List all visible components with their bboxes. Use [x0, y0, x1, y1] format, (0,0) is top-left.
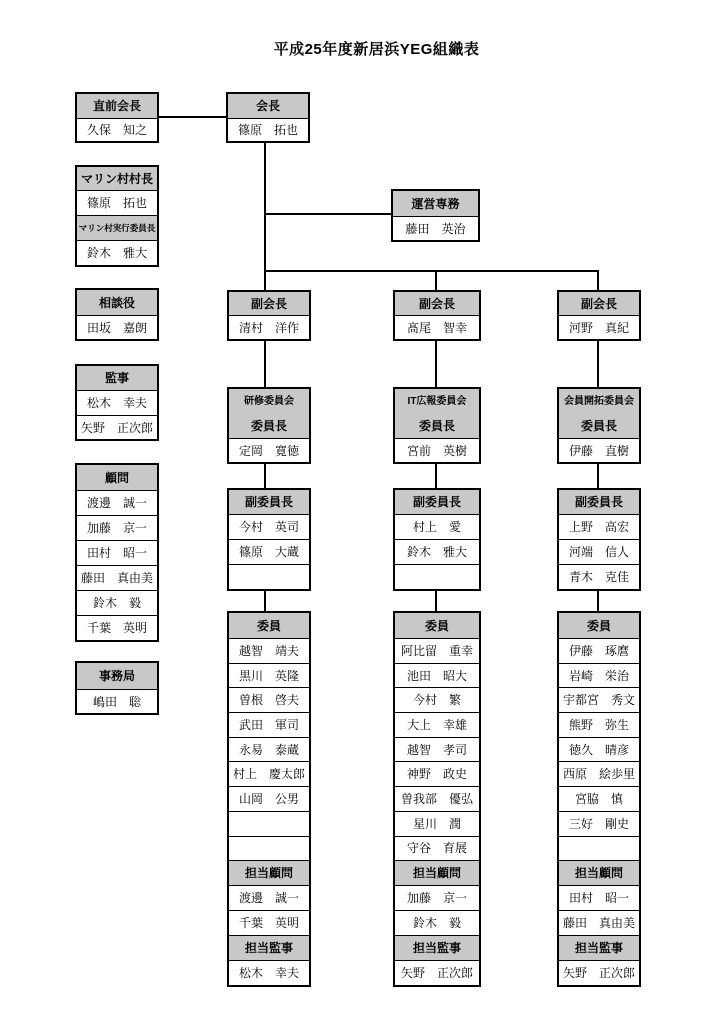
- members-3-member-row: 徳久 晴彦: [559, 737, 639, 762]
- connector-line: [264, 270, 598, 272]
- members-2-head-row: 委員: [395, 613, 479, 638]
- president-box: [226, 92, 310, 143]
- connector-line: [264, 213, 391, 215]
- connector-line: [435, 463, 437, 489]
- vice-president-3-head-row: 副会長: [559, 292, 639, 315]
- connector-line: [597, 589, 599, 612]
- members-1-member-row: 千葉 英明: [229, 910, 309, 935]
- marine-village-member-row: 鈴木 雅大: [77, 240, 157, 265]
- members-1-member-row: 村上 慶太郎: [229, 761, 309, 786]
- members-3-member-row: 伊藤 琢麿: [559, 638, 639, 663]
- vice-president-2-head-row: 副会長: [395, 292, 479, 315]
- vice-chairs-1-head-row: 副委員長: [229, 490, 309, 514]
- members-2-head-row: 担当顧問: [395, 860, 479, 885]
- connector-line: [597, 463, 599, 489]
- members-1-member-row: 武田 軍司: [229, 712, 309, 737]
- training-committee-head-row: 委員長: [229, 414, 309, 438]
- vice-president-2-member-row: 髙尾 智幸: [395, 315, 479, 339]
- connector-line: [435, 340, 437, 388]
- counselor-head-row: 相談役: [77, 290, 157, 315]
- members-2-member-row: 鈴木 毅: [395, 910, 479, 935]
- members-2-member-row: 阿比留 重幸: [395, 638, 479, 663]
- auditors-member-row: 矢野 正次郎: [77, 415, 157, 439]
- connector-line: [264, 589, 266, 612]
- vice-chairs-1-member-row: 今村 英司: [229, 514, 309, 539]
- vice-chairs-3-member-row: 青木 克佳: [559, 564, 639, 589]
- marine-village-head-row: マリン村村長: [77, 167, 157, 190]
- marine-village-member-row: 篠原 拓也: [77, 190, 157, 215]
- vice-chairs-2-member-row: [395, 564, 479, 589]
- members-1-member-row: 渡邊 誠一: [229, 885, 309, 910]
- vice-chairs-1-member-row: 篠原 大蔵: [229, 539, 309, 564]
- advisors-member-row: 藤田 真由美: [77, 565, 157, 590]
- members-3-member-row: 宇都宮 秀文: [559, 687, 639, 712]
- immediate-past-president-member-row: 久保 知之: [77, 118, 157, 141]
- it-pr-committee-box: [393, 387, 481, 464]
- immediate-past-president-head-row: 直前会長: [77, 94, 157, 118]
- training-committee-member-row: 定岡 寛徳: [229, 438, 309, 462]
- connector-line: [597, 340, 599, 388]
- members-2-box: [393, 611, 481, 987]
- members-2-member-row: 星川 潤: [395, 811, 479, 836]
- vice-chairs-3-member-row: 上野 高宏: [559, 514, 639, 539]
- training-committee-box: [227, 387, 311, 464]
- members-1-box: [227, 611, 311, 987]
- members-1-member-row: 越智 靖夫: [229, 638, 309, 663]
- members-2-member-row: 守谷 育展: [395, 836, 479, 861]
- vice-chairs-3-head-row: 副委員長: [559, 490, 639, 514]
- managing-director-box: [391, 189, 480, 242]
- members-1-member-row: 松木 幸夫: [229, 960, 309, 985]
- members-3-box: [557, 611, 641, 987]
- training-committee-cname-row: 研修委員会: [229, 389, 309, 414]
- advisors-member-row: 渡邊 誠一: [77, 490, 157, 515]
- members-1-member-row: 永易 泰蔵: [229, 737, 309, 762]
- auditors-head-row: 監事: [77, 366, 157, 390]
- members-1-member-row: 黒川 英隆: [229, 663, 309, 688]
- it-pr-committee-cname-row: IT広報委員会: [395, 389, 479, 414]
- secretariat-head-row: 事務局: [77, 663, 157, 689]
- vice-chairs-3-box: [557, 488, 641, 591]
- vice-president-3-box: [557, 290, 641, 341]
- advisors-box: [75, 463, 159, 642]
- members-1-head-row: 担当監事: [229, 935, 309, 960]
- members-1-member-row: [229, 836, 309, 861]
- connector-line: [435, 589, 437, 612]
- president-head-row: 会長: [228, 94, 308, 118]
- page-title: 平成25年度新居浜YEG組織表: [273, 41, 480, 58]
- members-2-head-row: 担当監事: [395, 935, 479, 960]
- secretariat-member-row: 嶋田 聡: [77, 689, 157, 713]
- members-2-member-row: 大上 幸雄: [395, 712, 479, 737]
- advisors-member-row: 千葉 英明: [77, 615, 157, 640]
- members-1-head-row: 委員: [229, 613, 309, 638]
- members-2-member-row: 神野 政史: [395, 761, 479, 786]
- members-3-head-row: 担当顧問: [559, 860, 639, 885]
- vice-president-1-box: [227, 290, 311, 341]
- members-3-member-row: 矢野 正次郎: [559, 960, 639, 985]
- secretariat-box: [75, 661, 159, 715]
- members-2-member-row: 加藤 京一: [395, 885, 479, 910]
- connector-line: [435, 270, 437, 291]
- members-2-member-row: 矢野 正次郎: [395, 960, 479, 985]
- connector-line: [597, 270, 599, 291]
- members-3-member-row: 藤田 真由美: [559, 910, 639, 935]
- president-member-row: 篠原 拓也: [228, 118, 308, 141]
- members-1-head-row: 担当顧問: [229, 860, 309, 885]
- vice-chairs-2-head-row: 副委員長: [395, 490, 479, 514]
- connector-line: [264, 340, 266, 388]
- vice-president-1-head-row: 副会長: [229, 292, 309, 315]
- it-pr-committee-member-row: 宮前 英樹: [395, 438, 479, 462]
- marine-village-box: [75, 165, 159, 267]
- advisors-head-row: 顧問: [77, 465, 157, 490]
- members-2-member-row: 池田 昭大: [395, 663, 479, 688]
- vice-chairs-2-box: [393, 488, 481, 591]
- members-3-member-row: 岩崎 栄治: [559, 663, 639, 688]
- vice-president-1-member-row: 清村 洋作: [229, 315, 309, 339]
- members-3-member-row: 西原 絵歩里: [559, 761, 639, 786]
- immediate-past-president-box: [75, 92, 159, 143]
- vice-president-3-member-row: 河野 真紀: [559, 315, 639, 339]
- membership-committee-box: [557, 387, 641, 464]
- vice-chairs-2-member-row: 村上 愛: [395, 514, 479, 539]
- managing-director-member-row: 藤田 英治: [393, 216, 478, 240]
- advisors-member-row: 鈴木 毅: [77, 590, 157, 615]
- members-2-member-row: 越智 孝司: [395, 737, 479, 762]
- counselor-member-row: 田坂 嘉朗: [77, 315, 157, 339]
- members-3-member-row: 三好 剛史: [559, 811, 639, 836]
- vice-chairs-3-member-row: 河端 信人: [559, 539, 639, 564]
- managing-director-head-row: 運営専務: [393, 191, 478, 216]
- members-3-head-row: 担当監事: [559, 935, 639, 960]
- vice-chairs-1-member-row: [229, 564, 309, 589]
- members-1-member-row: [229, 811, 309, 836]
- connector-line: [155, 116, 227, 118]
- auditors-member-row: 松木 幸夫: [77, 390, 157, 415]
- advisors-member-row: 加藤 京一: [77, 515, 157, 540]
- members-3-head-row: 委員: [559, 613, 639, 638]
- members-1-member-row: 山岡 公男: [229, 786, 309, 811]
- membership-committee-head-row: 委員長: [559, 414, 639, 438]
- membership-committee-member-row: 伊藤 直樹: [559, 438, 639, 462]
- vice-chairs-1-box: [227, 488, 311, 591]
- members-3-member-row: 宮脇 慎: [559, 786, 639, 811]
- vice-president-2-box: [393, 290, 481, 341]
- membership-committee-cname-row: 会員開拓委員会: [559, 389, 639, 414]
- members-1-member-row: 曽根 啓夫: [229, 687, 309, 712]
- it-pr-committee-head-row: 委員長: [395, 414, 479, 438]
- counselor-box: [75, 288, 159, 341]
- advisors-member-row: 田村 昭一: [77, 540, 157, 565]
- auditors-box: [75, 364, 159, 441]
- connector-line: [264, 463, 266, 489]
- marine-village-sub-row: マリン村実行委員長: [77, 215, 157, 240]
- vice-chairs-2-member-row: 鈴木 雅大: [395, 539, 479, 564]
- members-3-member-row: 田村 昭一: [559, 885, 639, 910]
- members-2-member-row: 曽我部 優弘: [395, 786, 479, 811]
- members-3-member-row: 熊野 弥生: [559, 712, 639, 737]
- members-3-member-row: [559, 836, 639, 861]
- members-2-member-row: 今村 繁: [395, 687, 479, 712]
